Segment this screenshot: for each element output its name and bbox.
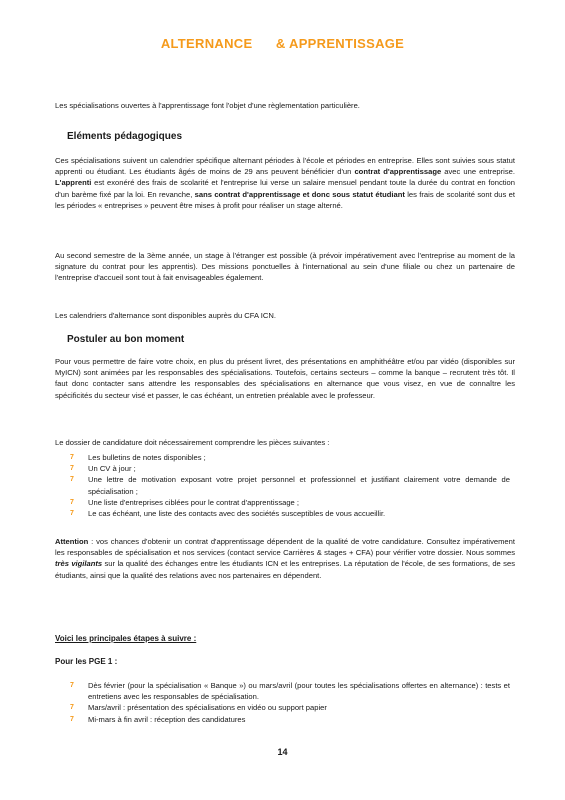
emphasis-vigilants: très vigilants <box>55 559 103 569</box>
section-heading-pedagogie: Eléments pédagogiques <box>67 131 183 142</box>
bullet-icon: 7 <box>70 465 74 473</box>
section-heading-postuler: Postuler au bon moment <box>67 334 185 345</box>
emphasis-contrat: contrat d'apprentissage <box>354 167 442 177</box>
dossier-paragraph: Le dossier de candidature doit nécessairement comprendre les pièces suivantes : <box>55 438 330 447</box>
attention-paragraph <box>55 536 515 581</box>
list-item: 7 Une lettre de motivation exposant votre projet personnel et professionnel et justifiant clairement votre demande de spécialisation ; <box>70 475 510 496</box>
text-run: sur la qualité des échanges entre les étudiants ICN et les entreprises. La réputation de l'école, de ses formations, de ses étudiants, ainsi que la qualité des relations avec nos partenaires en dépendent. <box>55 559 515 580</box>
page-number: 14 <box>277 747 288 757</box>
text-run: Ces spécialisations suivent un calendrier spécifique alternant périodes à l'école et périodes en entreprise. Elles sont suivies sous statut apprenti ou étudiant. Les étudiants âgés de moins de 29 ans peuvent bénéficier d'un <box>55 156 515 177</box>
pge-heading: Pour les PGE 1 : <box>55 657 118 666</box>
bullet-icon: 7 <box>70 498 74 506</box>
list-item: 7 Dès février (pour la spécialisation « Banque ») ou mars/avril (pour toutes les spécialisations offertes en alternance) : tests et entretiens avec les responsables de spécialisation. <box>70 681 510 702</box>
bullet-icon: 7 <box>70 682 74 689</box>
bullet-icon: 7 <box>70 704 74 712</box>
text-run: : vos chances d'obtenir un contrat d'apprentissage dépendent de la qualité de votre candidature. Consultez impérativement les responsables de spécialisation et nos services (contact service Carrières & stages + CFA) pour vérifier votre dossier. Nous sommes <box>55 537 515 558</box>
postuler-paragraph: Pour vous permettre de faire votre choix, en plus du présent livret, des présentations en amphithéâtre et/ou par vidéo (disponibles sur MyICN) sont animées par les responsables des spécialisations. Toutefois, certains secteurs – comme la banque – recrutent très tôt. Il faut donc contacter sans attendre les responsables des spécialisations en alternance que vous visez, en vue de connaître les spécificités du secteur visé et passer, le cas échéant, un entretien préalable avec le professeur. <box>55 357 515 400</box>
bullet-icon: 7 <box>70 715 74 723</box>
bullet-icon: 7 <box>70 454 74 461</box>
bullet-icon: 7 <box>70 510 74 518</box>
list-item: 7 Mi-mars à fin avril : réception des candidatures <box>70 714 246 724</box>
list-item: 7 Mars/avril : présentation des spécialisations en vidéo ou support papier <box>70 703 327 713</box>
attention-label: Attention <box>55 537 89 546</box>
list-item: 7 Les bulletins de notes disponibles ; <box>70 453 206 462</box>
list-item: 7 Le cas échéant, une liste des contacts avec des sociétés susceptibles de vous accueillir. <box>70 509 386 519</box>
international-paragraph: Au second semestre de la 3ème année, un stage à l'étranger est possible (à prévoir impérativement avec l'entreprise au moment de la signature du contrat pour les apprentis). Des missions ponctuelles à l'international au sein d'une filiale ou chez un partenaire de l'entreprise d'accueil sont tout à fait envisageables également. <box>55 251 515 283</box>
steps-list <box>70 680 510 725</box>
emphasis-statut-etudiant: sans contrat d'apprentissage et donc sous statut étudiant <box>194 189 405 199</box>
text-run: est exonéré des frais de scolarité et l'entreprise lui verse un salaire mensuel pendant toute la durée du contrat en fonction d'un barème fixé par la loi. En revanche, <box>55 178 515 199</box>
text-run: les frais de scolarité sont dus et les périodes « entreprises » peuvent être mises à profit pour réaliser un stage alterné. <box>55 189 515 210</box>
intro-paragraph: Les spécialisations ouvertes à l'apprentissage font l'objet d'une règlementation particulière. <box>55 101 360 110</box>
calendar-paragraph: Les calendriers d'alternance sont disponibles auprès du CFA ICN. <box>55 311 276 320</box>
bullet-icon: 7 <box>70 476 74 484</box>
emphasis-apprenti: L'apprenti <box>55 178 92 188</box>
list-item: 7 Un CV à jour ; <box>70 464 136 474</box>
page-title: ALTERNANCE & APPRENTISSAGE <box>160 36 405 51</box>
steps-heading: Voici les principales étapes à suivre : <box>55 634 197 643</box>
dossier-list <box>70 452 510 519</box>
pedagogy-paragraph <box>55 155 515 211</box>
list-item: 7 Une liste d'entreprises ciblées pour le contrat d'apprentissage ; <box>70 497 300 507</box>
text-run: avec une entreprise. <box>441 167 516 177</box>
